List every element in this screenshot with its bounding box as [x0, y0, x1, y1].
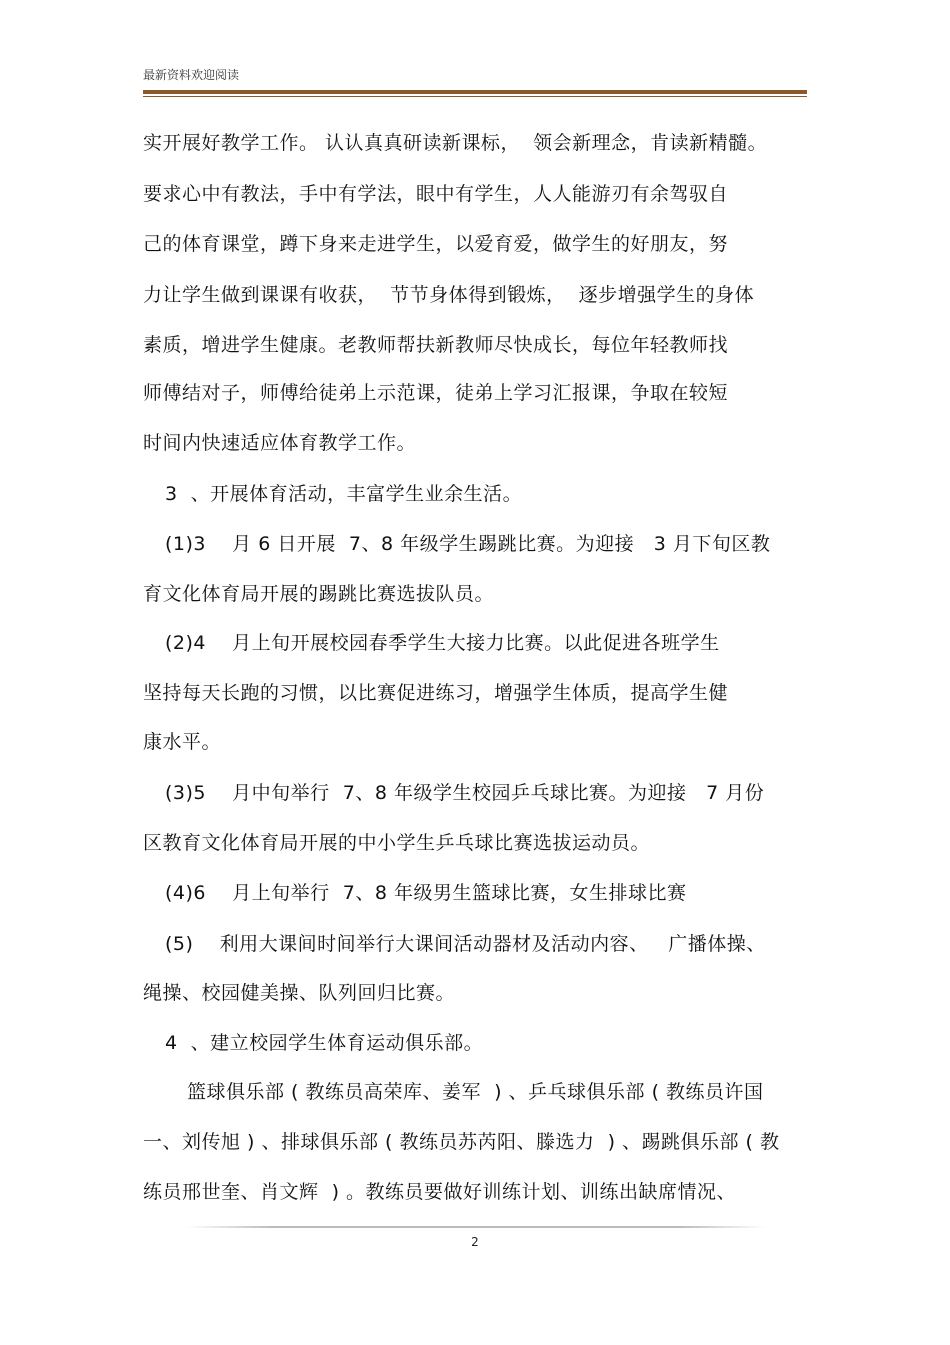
page-header: 最新资料欢迎阅读	[143, 68, 240, 82]
body-line: 练员邢世奎、肖文辉 ) 。教练员要做好训练计划、训练出缺席情况、	[143, 1181, 737, 1203]
body-line: 素质，增进学生健康。老教师帮扶新教师尽快成长，每位年轻教师找	[143, 334, 729, 356]
body-line: 力让学生做到课课有收获， 节节身体得到锻炼， 逐步增强学生的身体	[143, 284, 755, 306]
body-line: 篮球俱乐部 ( 教练员高荣库、姜军 ) 、乒乓球俱乐部 ( 教练员许国	[187, 1081, 764, 1103]
body-line: 一、刘传旭 ) 、排球俱乐部 ( 教练员苏芮阳、滕选力 ) 、踢跳俱乐部 ( 教	[143, 1131, 780, 1153]
section-heading: 3 、开展体育活动，丰富学生业余生活。	[165, 483, 523, 505]
body-line: 坚持每天长跑的习惯，以比赛促进练习，增强学生体质，提高学生健	[143, 682, 729, 704]
list-item: (4)6 月上旬举行 7、8 年级男生篮球比赛，女生排球比赛	[165, 882, 687, 904]
list-item: (5) 利用大课间时间举行大课间活动器材及活动内容、 广播体操、	[165, 933, 766, 955]
body-line: 师傅结对子，师傅给徒弟上示范课，徒弟上学习汇报课，争取在较短	[143, 382, 729, 404]
header-rule-thick	[143, 90, 807, 94]
body-line: 育文化体育局开展的踢跳比赛选拔队员。	[143, 583, 495, 605]
body-line: 区教育文化体育局开展的中小学生乒乓球比赛选拔运动员。	[143, 832, 651, 854]
body-line: 要求心中有教法，手中有学法，眼中有学生，人人能游刃有余驾驭自	[143, 183, 729, 205]
body-line: 己的体育课堂，蹲下身来走进学生，以爱育爱，做学生的好朋友，努	[143, 233, 729, 255]
footer-rule	[186, 1226, 766, 1228]
header-rule-thin	[143, 96, 807, 97]
body-line: 康水平。	[143, 731, 222, 753]
page-number: 2	[471, 1235, 479, 1249]
body-line: 实开展好教学工作。 认认真真研读新课标， 领会新理念，肯读新精髓。	[143, 132, 768, 154]
section-heading: 4 、建立校园学生体育运动俱乐部。	[165, 1032, 484, 1054]
body-line: 时间内快速适应体育教学工作。	[143, 432, 417, 454]
list-item: (2)4 月上旬开展校园春季学生大接力比赛。以此促进各班学生	[165, 632, 720, 654]
list-item: (3)5 月中旬举行 7、8 年级学生校园乒乓球比赛。为迎接 7 月份	[165, 782, 765, 804]
body-line: 绳操、校园健美操、队列回归比赛。	[143, 982, 456, 1004]
list-item: (1)3 月 6 日开展 7、8 年级学生踢跳比赛。为迎接 3 月下旬区教	[165, 533, 771, 555]
